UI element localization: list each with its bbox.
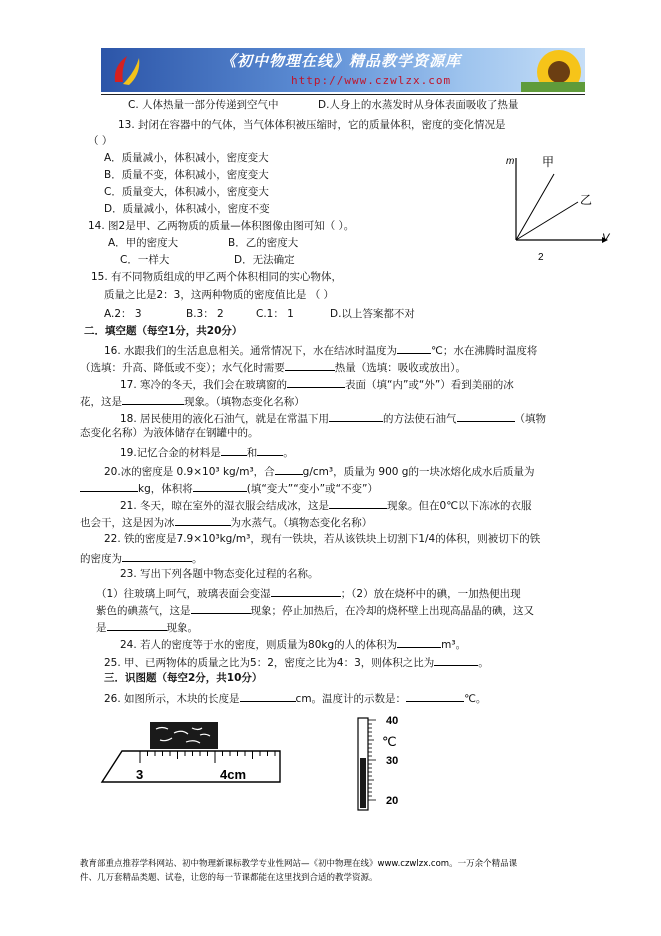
question-18-line1 bbox=[120, 410, 546, 426]
question-25 bbox=[104, 654, 489, 670]
figure-caption: 2 bbox=[538, 252, 544, 262]
header-url[interactable]: http://www.czwlzx.com bbox=[291, 74, 452, 87]
q20-text-d: (填“变大”“变小”或“不变”） bbox=[246, 483, 378, 495]
q16-blank-1[interactable] bbox=[397, 342, 431, 354]
option-c-12: C. 人体热量一部分传递到空气中 bbox=[128, 99, 279, 111]
ruler-figure bbox=[100, 720, 282, 792]
y-axis-label: m bbox=[506, 156, 515, 167]
question-23: 23. 写出下列各题中物态变化过程的名称。 bbox=[120, 568, 319, 580]
q21-blank-2[interactable] bbox=[175, 514, 231, 526]
q24-blank-1[interactable] bbox=[397, 636, 441, 648]
q24-text-b: m³。 bbox=[441, 639, 467, 651]
thermo-label-20: 20 bbox=[386, 795, 399, 807]
q23-blank-3[interactable] bbox=[107, 619, 167, 631]
question-13-paren: （ ） bbox=[88, 135, 113, 147]
q18-blank-1[interactable] bbox=[329, 410, 383, 422]
q23-text-b: ；（2）放在烧杯中的碘，一加热便出现 bbox=[340, 588, 521, 600]
question-19 bbox=[120, 444, 294, 460]
question-20-line1 bbox=[104, 463, 534, 479]
q20-blank-3[interactable] bbox=[193, 480, 247, 492]
question-18-line2: 态变化名称）为液体储存在钢罐中的。 bbox=[80, 427, 259, 439]
q17-text-c: 花，这是 bbox=[80, 396, 122, 408]
q23-text-d: 现象；停止加热后，在冷却的烧杯壁上出现高晶晶的碘，这又 bbox=[250, 605, 534, 617]
thermo-label-40: 40 bbox=[386, 715, 399, 727]
ruler-body bbox=[102, 751, 280, 782]
question-23-line1 bbox=[96, 585, 521, 601]
footer-line-2: 件、几万套精品类题、试卷，让您的每一节课都能在这里找到合适的教学资源。 bbox=[80, 873, 378, 883]
q23-blank-1[interactable] bbox=[271, 585, 341, 597]
q17-blank-2[interactable] bbox=[122, 393, 184, 405]
option-a-14: A．甲的密度大 bbox=[108, 237, 179, 249]
question-20-line2 bbox=[80, 480, 378, 496]
question-22-line1: 22. 铁的密度是7.9×10³kg/m³，现有一铁块，若从该铁块上切割下1/4的体积，则被切下的铁 bbox=[104, 533, 541, 545]
q16-blank-3[interactable] bbox=[285, 359, 335, 371]
q23-text-c: 紫色的碘蒸气，这是 bbox=[96, 605, 191, 617]
footer-line-1: 教育部重点推荐学科网站、初中物理新课标教学专业性网站—《初中物理在线》www.czwlzx.com。一万余个精品课 bbox=[80, 859, 518, 869]
q23-text-f: 现象。 bbox=[166, 622, 198, 634]
q20-text-a: 20.冰的密度是 0.9×10³ kg/m³，合 bbox=[104, 466, 275, 478]
q22-text-c: 。 bbox=[192, 553, 203, 565]
option-c-15: C.1： 1 bbox=[256, 308, 294, 320]
q26-blank-1[interactable] bbox=[240, 690, 296, 702]
q20-text-c: kg，体积将 bbox=[138, 483, 193, 495]
q23-blank-2[interactable] bbox=[191, 602, 251, 614]
q18-text-b: 的方法使石油气 bbox=[383, 413, 457, 425]
line-jia bbox=[516, 174, 554, 240]
x-axis-label: V bbox=[602, 232, 610, 244]
section-3-heading: 三．识图题（每空2分，共10分） bbox=[104, 672, 263, 684]
question-22-line2 bbox=[80, 550, 203, 566]
q22-text-b: 的密度为 bbox=[80, 553, 122, 565]
question-13: 13. 封闭在容器中的气体，当气体体积被压缩时，它的质量体积，密度的变化情况是 bbox=[118, 119, 506, 131]
question-24 bbox=[120, 636, 466, 652]
option-b-15: B.3： 2 bbox=[186, 308, 224, 320]
option-c-13: C．质量变大，体积减小，密度变大 bbox=[104, 186, 269, 198]
question-16-line2 bbox=[80, 359, 466, 375]
question-17-line1 bbox=[120, 376, 514, 392]
q19-text-c: 。 bbox=[283, 447, 294, 459]
label-jia: 甲 bbox=[542, 155, 555, 169]
q19-blank-1[interactable] bbox=[221, 444, 247, 456]
q17-blank-1[interactable] bbox=[287, 376, 345, 388]
ruler-label-3: 3 bbox=[136, 767, 144, 782]
line-yi bbox=[516, 202, 578, 240]
q21-text-a: 21. 冬天，晾在室外的湿衣服会结成冰，这是 bbox=[120, 500, 330, 512]
question-15-cont: 质量之比是2：3，这两种物质的密度值比是 （ ） bbox=[104, 289, 335, 301]
q26-text-c: ℃。 bbox=[464, 693, 487, 705]
question-14: 14. 图2是甲、乙两物质的质量—体积图像由图可知（ ）。 bbox=[88, 220, 355, 232]
mass-volume-graph bbox=[502, 150, 614, 262]
option-d-12: D.人身上的水蒸发时从身体表面吸收了热量 bbox=[318, 99, 519, 111]
q23-text-e: 是 bbox=[96, 622, 107, 634]
option-a-15: A.2： 3 bbox=[104, 308, 142, 320]
q17-text-a: 17. 寒冷的冬天，我们会在玻璃窗的 bbox=[120, 379, 288, 391]
option-b-13: B．质量不变，体积减小，密度变大 bbox=[104, 169, 269, 181]
thermo-label-30: 30 bbox=[386, 755, 399, 767]
q19-text-b: 和 bbox=[246, 447, 258, 459]
question-23-line2 bbox=[96, 602, 534, 618]
question-15: 15. 有不同物质组成的甲乙两个体积相同的实心物体， bbox=[91, 271, 343, 283]
section-2-heading: 二．填空题（每空1分，共20分） bbox=[84, 325, 243, 337]
question-21-line1 bbox=[120, 497, 532, 513]
q21-text-b: 现象。但在0℃以下冻冰的衣服 bbox=[387, 500, 532, 512]
q16-text-b: ℃；水在沸腾时温度将 bbox=[431, 345, 538, 357]
q18-text-c: （填物 bbox=[514, 413, 547, 425]
sunflower-icon bbox=[521, 48, 585, 92]
q19-blank-2[interactable] bbox=[257, 444, 283, 456]
header-title: 《初中物理在线》精品教学资源库 bbox=[221, 52, 462, 70]
q21-text-d: 为水蒸气。（填物态变化名称） bbox=[230, 517, 373, 529]
q18-text-a: 18. 居民使用的液化石油气，就是在常温下用 bbox=[120, 413, 330, 425]
q17-text-b: 表面（填“内”或“外”）看到美丽的冰 bbox=[345, 379, 514, 391]
thermometer-ticks bbox=[368, 720, 376, 800]
option-c-14: C．一样大 bbox=[120, 254, 170, 266]
q20-blank-2[interactable] bbox=[80, 480, 138, 492]
q21-text-c: 也会干，这是因为冰 bbox=[80, 517, 175, 529]
q26-text-b: cm。温度计的示数是： bbox=[295, 693, 407, 705]
thermometer-liquid bbox=[360, 758, 366, 808]
question-26 bbox=[104, 690, 486, 706]
thermo-unit: ℃ bbox=[382, 734, 397, 749]
q26-blank-2[interactable] bbox=[406, 690, 464, 702]
q25-blank-1[interactable] bbox=[434, 654, 478, 666]
question-23-line3 bbox=[96, 619, 198, 635]
question-17-line2 bbox=[80, 393, 305, 409]
q23-text-a: （1）往玻璃上呵气，玻璃表面会变湿 bbox=[96, 588, 271, 600]
label-yi: 乙 bbox=[580, 193, 593, 207]
thermometer-figure bbox=[352, 712, 412, 812]
q16-text-d: 热量（选填：吸收或放出）。 bbox=[334, 362, 466, 374]
question-16-line1 bbox=[104, 342, 537, 358]
option-d-14: D．无法确定 bbox=[234, 254, 295, 266]
q25-text-b: 。 bbox=[478, 657, 489, 669]
q16-text-c: （选填：升高、降低或不变）；水气化时需要 bbox=[80, 362, 285, 374]
q16-text-a: 16. 水跟我们的生活息息相关。通常情况下，水在结冰时温度为 bbox=[104, 345, 398, 357]
q20-text-b: g/cm³，质量为 900 g的一块冰熔化成水后质量为 bbox=[302, 466, 535, 478]
q17-text-d: 现象。（填物态变化名称） bbox=[184, 396, 305, 408]
logo-icon bbox=[109, 52, 143, 88]
q21-blank-1[interactable] bbox=[329, 497, 387, 509]
q18-blank-2[interactable] bbox=[457, 410, 515, 422]
q26-text-a: 26. 如图所示，木块的长度是 bbox=[104, 693, 240, 705]
question-21-line2 bbox=[80, 514, 372, 530]
option-d-15: D.以上答案都不对 bbox=[330, 308, 415, 320]
option-a-13: A．质量减小，体积减小，密度变大 bbox=[104, 152, 269, 164]
option-b-14: B．乙的密度大 bbox=[228, 237, 299, 249]
ruler-label-4cm: 4cm bbox=[220, 767, 247, 782]
option-d-13: D．质量减小，体积减小，密度不变 bbox=[104, 203, 270, 215]
q24-text-a: 24. 若人的密度等于水的密度，则质量为80kg的人的体积为 bbox=[120, 639, 398, 651]
q20-blank-1[interactable] bbox=[275, 463, 303, 475]
q22-blank-1[interactable] bbox=[122, 550, 192, 562]
q19-text-a: 19.记忆合金的材料是 bbox=[120, 447, 221, 459]
q25-text-a: 25. 甲、已两物体的质量之比为5：2，密度之比为4：3，则体积之比为 bbox=[104, 657, 435, 669]
header-banner bbox=[101, 48, 585, 92]
header-rule bbox=[101, 94, 585, 95]
